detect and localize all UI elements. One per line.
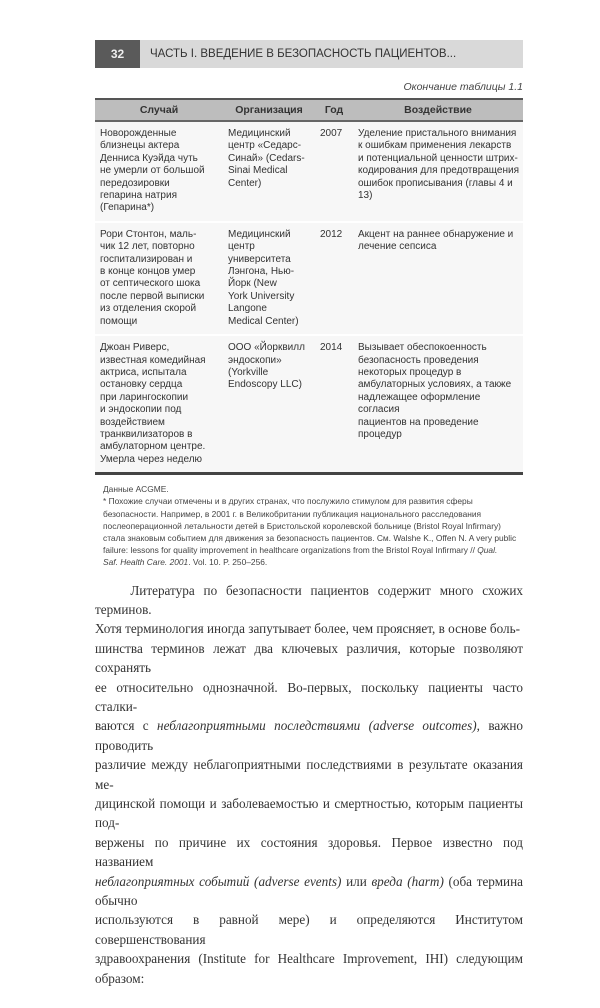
cell-line: университета [228, 253, 291, 265]
italic-term: Qual. [477, 545, 498, 556]
column-header-impact: Воздействие [353, 99, 523, 121]
cell-line: Langone [228, 303, 267, 315]
cell-year: 2014 [315, 335, 353, 474]
text-segment: послеоперационной летальности детей в Бристольской королевской больнице (Bristol Royal Infirmary) [103, 520, 501, 531]
cell-line: и потенциальной ценности штрих- [358, 152, 518, 164]
cell-line: после первой выписки [100, 290, 205, 302]
text-segment: ее относительно однозначной. Во-первых, поскольку пациенты часто сталки- [95, 679, 523, 715]
cell-line: Йорк (New [228, 278, 277, 290]
text-segment: . Vol. 10. P. 250–256. [188, 557, 268, 568]
cell-line: Рори Стонтон, маль- [100, 228, 197, 240]
text-segment: используются в равной мере) и определяются Институтом совершенствования [95, 912, 523, 947]
body-paragraph [95, 581, 523, 989]
table-header-row [95, 99, 523, 121]
cell-line: амбулаторных условиях, а также [358, 379, 512, 391]
cell-line: известная комедийная [100, 354, 206, 366]
cell-line: (Гепарина*) [100, 202, 155, 214]
cell-line: Вызывает обеспокоенность [358, 342, 487, 354]
text-segment: Литература по безопасности пациентов содержит много схожих терминов. [95, 582, 523, 617]
text-line [95, 678, 523, 717]
text-segment: дицинской помощи и заболеваемостью и смертностью, которым пациенты под- [95, 796, 523, 831]
page-number: 32 [95, 40, 140, 68]
text-segment: failure: lessons for quality improvement in healthcare organizations from the Bristol Royal Infirmary // [103, 545, 478, 556]
cell-line: ошибок прописывания (главы 4 и 13) [358, 177, 513, 202]
text-line [103, 532, 523, 544]
text-line [95, 755, 523, 794]
cell-line: Medical Center) [228, 315, 299, 327]
text-segment: стала знаковым событием для движения за безопасность пациентов. См. Walshe K., Offen N. A very public [103, 532, 517, 543]
cell-line: при ларингоскопии [100, 391, 189, 403]
cell-case [95, 335, 223, 474]
cell-organization [223, 222, 315, 335]
italic-term: вреда (harm) [371, 873, 444, 889]
cell-line: York University [228, 290, 295, 302]
text-segment: вержены по причине их состояния здоровья. Первое известно под названием [95, 834, 523, 870]
text-line [95, 581, 523, 620]
cell-impact [353, 335, 523, 474]
italic-term: неблагоприятных событий (adverse events) [95, 873, 342, 889]
italic-term: Saf. Health Care. 2001 [103, 557, 189, 568]
cell-line: близнецы актера [100, 140, 180, 152]
cell-line: Умерла через неделю [100, 453, 203, 465]
cell-line: лечение сепсиса [358, 241, 437, 253]
cell-line: к ошибкам применения лекарств [358, 140, 512, 152]
cell-line: безопасность проведения [358, 354, 479, 366]
cell-line: Новорожденные [100, 128, 177, 139]
table-row [95, 222, 523, 335]
cell-line: кодирования для предотвращения [358, 165, 520, 177]
cell-case [95, 222, 223, 335]
cell-line: некоторых процедур в [358, 366, 462, 378]
text-line [95, 794, 523, 833]
text-segment: , важно проводить [95, 718, 523, 753]
cell-line: и эндоскопии под [100, 404, 182, 416]
cell-line: Синай» (Cedars- [228, 152, 305, 164]
cell-line: воздействием [100, 416, 165, 428]
cell-line: Медицинский [228, 228, 291, 240]
text-line [103, 544, 523, 556]
cell-line: пациентов на проведение процедур [358, 416, 479, 440]
text-line [95, 910, 523, 949]
cell-line: актриса, испытала [100, 366, 187, 378]
text-segment: или [341, 873, 372, 889]
text-segment: * Похожие случаи отмечены и в других странах, что послужило стимулом для развития сферы [103, 496, 473, 507]
page [95, 0, 523, 1008]
text-segment: (оба термина обычно [95, 873, 524, 909]
text-line [103, 520, 523, 532]
column-header-year: Год [315, 99, 353, 121]
text-line [95, 949, 523, 988]
column-header-case: Случай [95, 99, 223, 121]
cell-line: не умерли от большой [100, 165, 205, 177]
cell-line: из отделения скорой [100, 303, 197, 315]
cell-line: центр «Седарс- [228, 140, 302, 152]
cell-line: Медицинский [228, 128, 291, 139]
cell-year: 2007 [315, 121, 353, 222]
text-line [103, 556, 523, 568]
cell-year: 2012 [315, 222, 353, 335]
text-segment: различие между неблагоприятными последствиями в результате оказания ме- [95, 757, 523, 792]
cell-line: Акцент на раннее обнаружение и [358, 228, 514, 240]
cell-line: (Yorkville [228, 366, 269, 378]
cases-table [95, 98, 523, 475]
cell-case [95, 121, 223, 222]
cell-line: чик 12 лет, повторно [100, 241, 195, 253]
cell-line: ООО «Йорквилл [228, 342, 305, 354]
table-row [95, 335, 523, 474]
cell-impact [353, 222, 523, 335]
cell-line: Денниса Куэйда чуть [100, 152, 198, 164]
column-header-organization: Организация [223, 99, 315, 121]
footnotes [95, 483, 523, 568]
text-line [95, 872, 523, 911]
cell-line: Endoscopy LLC) [228, 379, 302, 391]
text-line [103, 495, 523, 507]
cell-line: надлежащее оформление согласия [358, 391, 481, 416]
table-row [95, 121, 523, 222]
italic-term: неблагоприятными последствиями (adverse outcomes) [157, 718, 477, 734]
cell-line: Center) [228, 177, 262, 189]
text-line [103, 508, 523, 520]
chapter-title: ЧАСТЬ I. ВВЕДЕНИЕ В БЕЗОПАСНОСТЬ ПАЦИЕНТОВ... [150, 48, 457, 60]
cell-line: передозировки [100, 177, 170, 189]
cell-line: Джоан Риверс, [100, 342, 170, 354]
source-note: Данные ACGME. [103, 484, 169, 495]
cell-line: Уделение пристального внимания [358, 128, 517, 139]
cell-organization [223, 121, 315, 222]
cell-line: центр [228, 241, 255, 253]
cell-line: Sinai Medical [228, 165, 288, 177]
text-segment: Хотя терминология иногда запутывает более, чем проясняет, в основе боль- [95, 621, 521, 637]
text-line [95, 619, 523, 638]
cell-line: в конце концов умер [100, 266, 196, 278]
text-segment: ваются с [95, 718, 158, 734]
cell-line: от септического шока [100, 278, 201, 290]
cell-line: остановку сердца [100, 379, 183, 391]
cell-line: помощи [100, 315, 138, 327]
cell-organization [223, 335, 315, 474]
cell-line: гепарина натрия [100, 190, 177, 202]
cell-line: госпитализирован и [100, 253, 193, 265]
table-caption: Окончание таблицы 1.1 [403, 81, 523, 93]
text-segment: здравоохранения (Institute for Healthcare Improvement, IHI) следующим образом: [95, 951, 523, 986]
text-line [95, 833, 523, 872]
text-segment: шинства терминов лежат два ключевых различия, которые позволяют сохранять [95, 640, 523, 676]
cell-line: транквилизаторов в [100, 428, 193, 440]
cell-line: Лэнгона, Нью- [228, 266, 295, 278]
cell-line: эндоскопи» [228, 354, 282, 366]
text-line [95, 716, 523, 755]
cell-line: амбулаторном центре. [100, 441, 206, 453]
text-line [95, 639, 523, 678]
cell-impact [353, 121, 523, 222]
running-header [95, 40, 523, 68]
text-segment: безопасности. Например, в 2001 г. в Великобритании публикация национального расследования [103, 508, 482, 519]
